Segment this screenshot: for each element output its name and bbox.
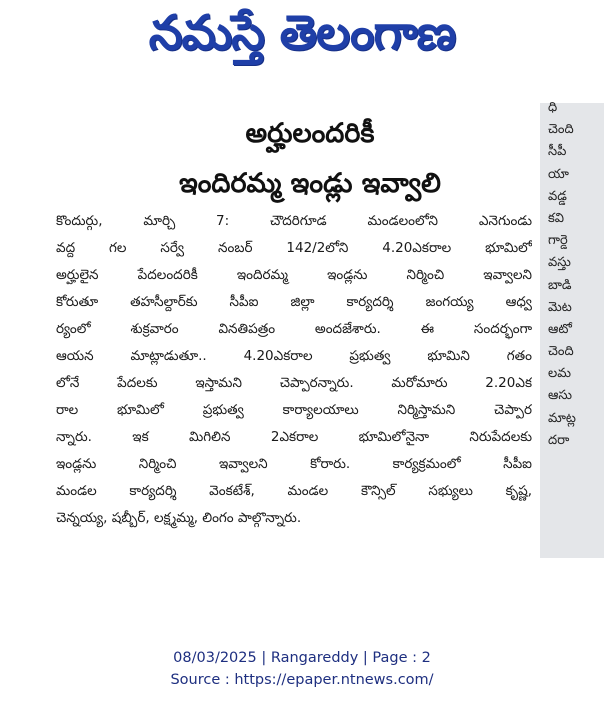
body-line: లోనే పేదలకు ఇస్తామని చెప్పారన్నారు. మరోమారు 2.20ఎక (56, 375, 532, 391)
adjacent-line: దరా (548, 432, 570, 448)
adjacent-line: మెట (548, 299, 572, 315)
headline-line-1: అర్హులందరికీ (245, 118, 375, 149)
body-line: ఇండ్లను నిర్మించి ఇవ్వాలని కోరారు. కార్యక్రమంలో సీపీఐ (56, 456, 532, 472)
adjacent-line: గార్డె (548, 233, 568, 249)
page-footer (0, 647, 604, 691)
adjacent-line: బాడి (548, 277, 572, 293)
adjacent-line: ఆటో (548, 321, 572, 337)
article-headline (100, 113, 520, 205)
headline-line-2: ఇందిరమ్మ ఇండ్లు ఇవ్వాలి (179, 168, 441, 199)
adjacent-line: సీపీ (548, 144, 567, 160)
article-body (56, 208, 532, 532)
adjacent-line: మాట్ల (548, 410, 576, 426)
adjacent-line: ధి (548, 100, 558, 115)
footer-date-edition: 08/03/2025 | Rangareddy | Page : 2 (173, 650, 431, 666)
adjacent-line: ఆసు (548, 388, 572, 404)
body-line: ఆయన మాట్లాడుతూ.. 4.20ఎకరాల ప్రభుత్వ భూమిని గతం (56, 348, 532, 364)
adjacent-line: లమ (548, 366, 571, 382)
body-line: చెన్నయ్య, షబ్బీర్, లక్ష్మమ్మ, లింగం పాల్గొన్నారు. (56, 510, 302, 526)
masthead-logo: నమస్తే తెలంగాణ (148, 5, 456, 61)
adjacent-line: చెంది (548, 344, 574, 360)
body-line: అర్హులైన పేదలందరికీ ఇందిరమ్మ ఇండ్లను నిర్మించి ఇవ్వాలని (56, 267, 532, 283)
body-line: కోరుతూ తహసీల్దార్‌కు సీపీఐ జిల్లా కార్యదర్శి జంగయ్య ఆధ్వ (56, 294, 532, 310)
body-line: ర్యంలో శుక్రవారం వినతిపత్రం అందజేశారు. ఈ సందర్భంగా (56, 321, 532, 337)
adjacent-line: వడ్డ (548, 188, 567, 204)
body-line: రాల భూమిలో ప్రభుత్వ కార్యాలయాలు నిర్మిస్తామని చెప్పార (56, 402, 532, 418)
adjacent-line: వస్తు (548, 255, 571, 271)
body-line: న్నారు. ఇక మిగిలిన 2ఎకరాల భూమిలోనైనా నిరుపేదలకు (56, 429, 532, 445)
adjacent-line: చెంది (548, 122, 574, 138)
adjacent-article-column (548, 97, 604, 452)
body-line: మండల కార్యదర్శి వెంకటేశ్, మండల కౌన్సిల్ సభ్యులు కృష్ణ, (56, 483, 532, 499)
adjacent-line: యా (548, 166, 569, 182)
footer-source: Source : https://epaper.ntnews.com/ (170, 672, 434, 688)
body-line: కొందుర్గు, మార్చి 7: చౌదరిగూడ మండలంలోని ఎనెగుండు (56, 213, 532, 229)
body-line: వద్ద గల సర్వే నంబర్ 142/2లోని 4.20ఎకరాల భూమిలో (56, 240, 532, 256)
adjacent-line: కవి (548, 210, 565, 226)
